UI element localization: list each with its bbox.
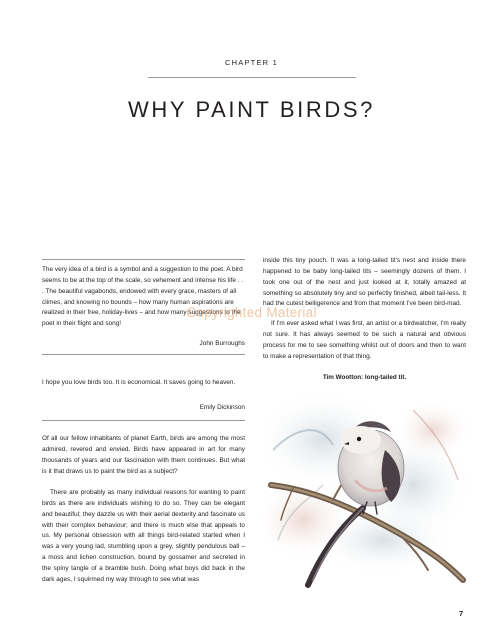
watermark: Copyrighted Material <box>186 305 317 320</box>
body-paragraph: Of all our fellow inhabitants of planet Earth, birds are among the most admired, revered and envied. Birds have appeared in art for many thousands of years and our fascination with them continues. But what is it that draws us to paint the bird as a subject? <box>42 435 245 475</box>
quote-text: I hope you love birds too. It is economical. It saves going to heaven. <box>42 379 236 386</box>
quote-text: The very idea of a bird is a symbol and a suggestion to the poet. A bird seems to be at the top of the scale, so vehement and intense his life . . . The beautiful vagabonds, endowed with every grace, masters of all climes, and knowing no bounds – how many human aspirations are realized in their free, holiday-lives – and how many suggestions to the poet in their flight and song! <box>42 266 244 328</box>
figure-caption: Tim Wootton: long-tailed tit. <box>322 374 407 381</box>
body-paragraph: If I'm ever asked what I was first, an artist or a birdwatcher, I'm really not sure. It has always seemed to be such a natural and obvious process for me to see something whilst out of doors and then to want to make a representation of that thing. <box>263 320 466 360</box>
long-tailed-tit-illustration <box>263 390 466 593</box>
quote-rule-top <box>42 259 245 260</box>
quote-author: John Burroughs <box>199 340 245 347</box>
page-number: 7 <box>459 609 464 618</box>
chapter-title: WHY PAINT BIRDS? <box>128 97 375 122</box>
quote-author: Emily Dickinson <box>199 404 245 411</box>
quote-rule-middle <box>42 354 245 355</box>
quote-rule-bottom <box>42 420 245 421</box>
chapter-rule <box>148 77 356 78</box>
body-paragraph: There are probably as many individual reasons for wanting to paint birds as there are individuals wishing to do so. They can be elegant and beautiful; they dazzle us with their aerial dexterity and fascinate us with their complex behaviour; and there is much else that appeals to us. My personal obsession with all things bird-related started when I was a very young lad, stumbling upon a grey, slightly pendulous ball – a moss and lichen construction, bound by gossamer and secreted in the spiny tangle of a bramble bush. Doing what boys did back in the dark ages, I squirmed my way through to see what was <box>42 489 245 583</box>
body-paragraph: inside this tiny pouch. It was a long-tailed tit's nest and inside there happened to be baby long-tailed tits – seemingly dozens of them. I took one out of the nest and just looked at it, totally amazed at something so absolutely tiny and so perfectly finished, albeit tail-less. It had the cutest belligerence and from that moment I've been bird-mad. <box>263 257 466 308</box>
chapter-label: CHAPTER 1 <box>225 58 278 67</box>
